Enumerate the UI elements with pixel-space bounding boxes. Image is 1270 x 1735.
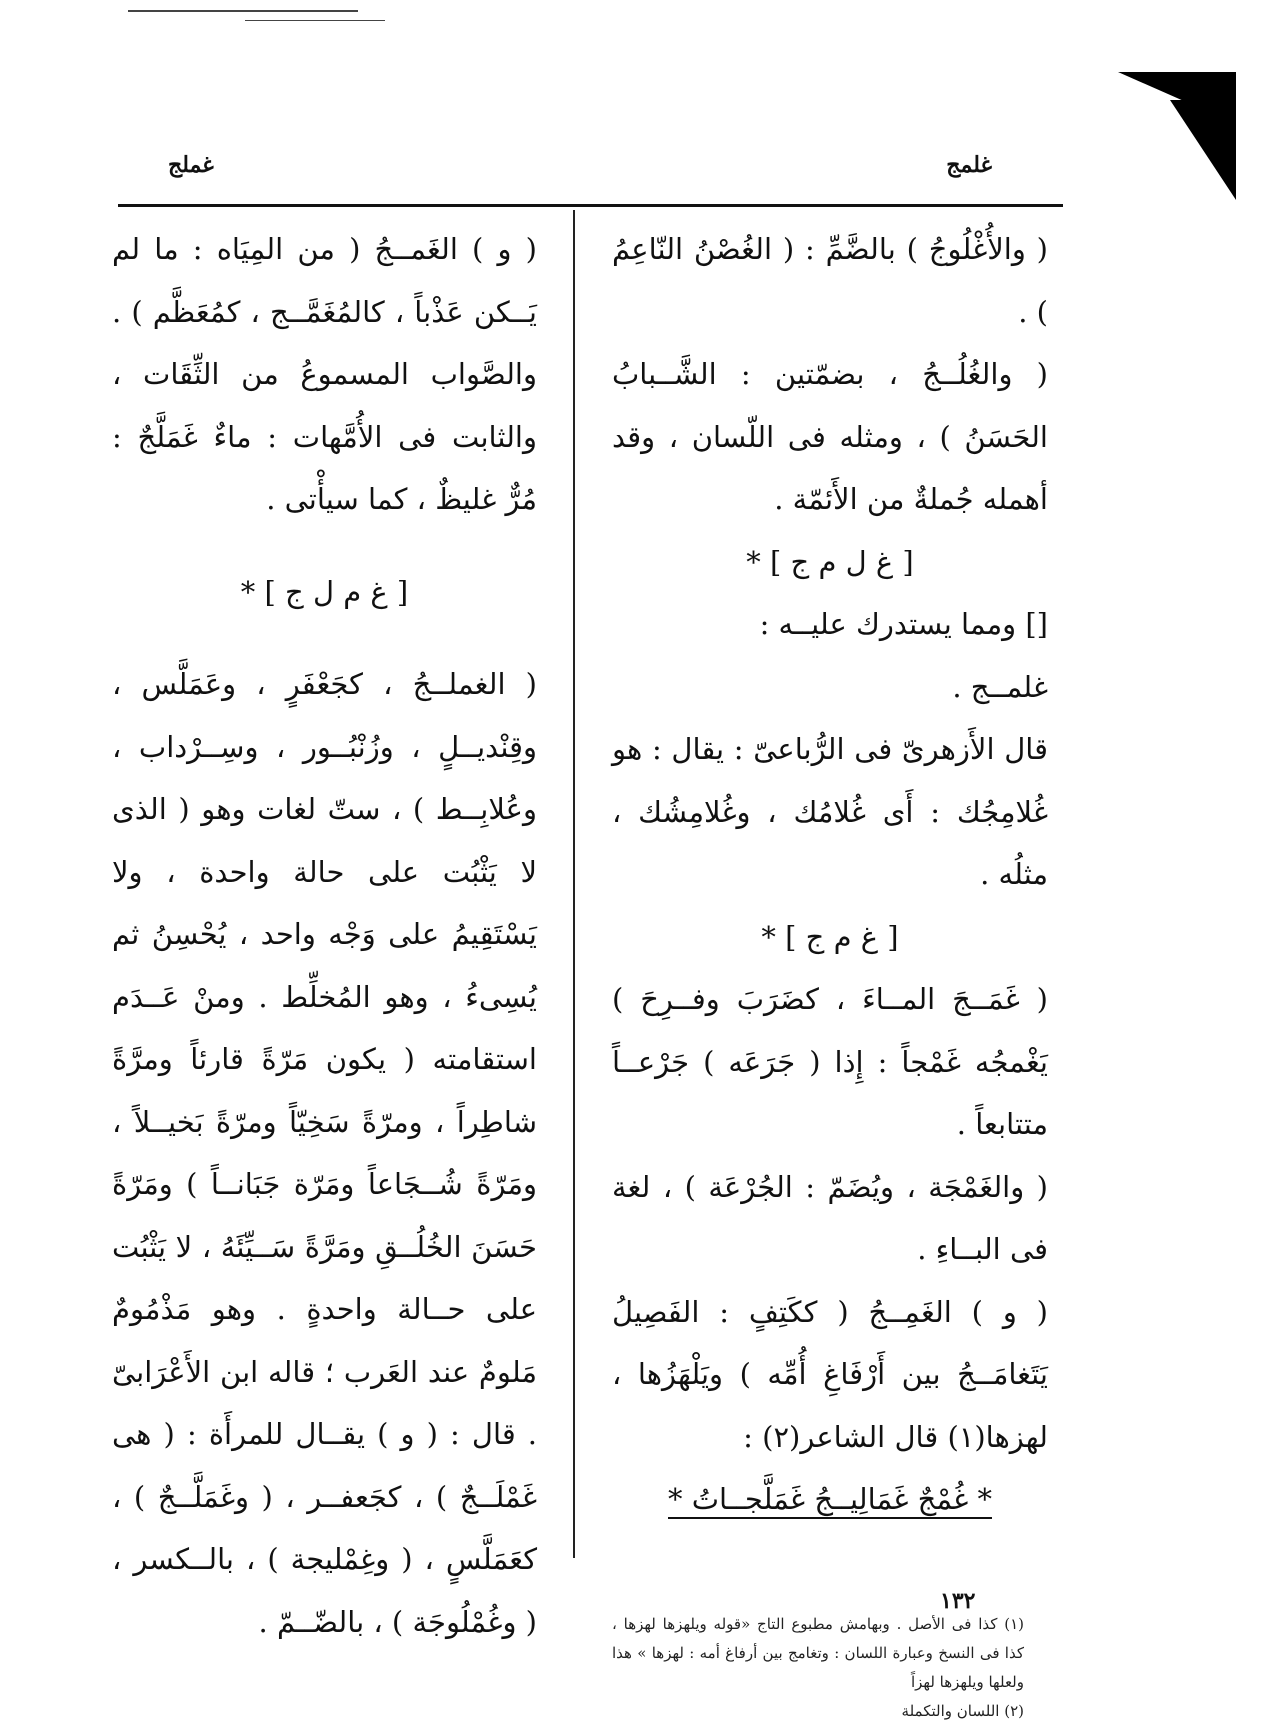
scan-artifact-line (128, 10, 358, 12)
right-column (612, 218, 1048, 1531)
entry-paragraph: ( والغَمْجَة ، ويُضَمّ : الجُرْعَة ) ، لغة فى البــاءِ . (612, 1169, 1048, 1266)
entry-paragraph: ( و ) الغَمِــجُ ( ككَتِفٍ : الفَصِيلُ يَتَغامَــجُ بين أَرْفَاغِ أُمِّه ) ويَلْهَزُها ، لهزها(١) قال الشاعر(٢) : (612, 1294, 1048, 1454)
entry-paragraph: ( والأُغْلُوجُ ) بالضَّمِّ : ( الغُصْنُ النّاعِمُ ) . (612, 232, 1048, 329)
entry-paragraph: ( والغُلُــجُ ، بضمّتين : الشَّــبابُ الحَسَنُ ) ، ومثله فى اللّسان ، وقد أهمله جُملةٌ من الأَئمّة . (612, 357, 1048, 516)
root-heading: [ غ م ل ج ] * (240, 574, 409, 609)
footnotes (612, 1610, 1024, 1726)
scan-artifact-line (245, 20, 385, 21)
footnote: (٢) اللسان والتكملة (901, 1702, 1024, 1720)
header-rule (118, 204, 1063, 207)
left-column (112, 218, 537, 1653)
entry-paragraph: [] ومما يستدرك عليــه : (759, 607, 1048, 641)
running-header-right: غلمج (946, 152, 992, 178)
page-number: ١٣٢ (940, 1588, 976, 1614)
page-corner-shadow (1170, 100, 1236, 200)
entry-paragraph: ( غَمَــجَ المــاءَ ، كضَرَبَ وفــرِحَ ) يَغْمجُه غَمْجاً : إِذا ( جَرَعَه ) جَرْعــاً متتابعاً . (612, 982, 1048, 1141)
root-heading: [ غ ل م ج ] * (746, 544, 914, 579)
poetry-verse: * غُمْجٌ غَمَالِيــجُ غَمَلَّجــاتُ * (668, 1482, 992, 1516)
root-heading: [ غ م ج ] * (761, 919, 899, 954)
entry-paragraph: قال الأَزهرىّ فى الرُّباعىّ : يقال : هو غُلامِجُك : أَى غُلامُك ، وغُلامِشُك ، مثلُه . (612, 732, 1048, 891)
column-divider (573, 210, 575, 1558)
running-header-left: غملج (168, 152, 214, 178)
entry-paragraph: ( الغملــجُ ، كجَعْفَرٍ ، وعَمَلَّس ، وقِنْديــلٍ ، وزُنْبُــور ، وسِــرْداب ، وعُلابِــط ) ، ستّ لغات وهو ( الذى لا يَثْبُت على حالة واحدة ، ولا يَسْتَقِيمُ على وَجْه واحد ، يُحْسِنُ ثم يُسِىءُ ، وهو المُخلِّط . ومنْ عَــدَم استقامته ( يكون مَرّةً قارئاً ومرَّةً شاطِراً ، ومرّةً سَخِيّاً ومرّةً بَخيــلاً ، ومَرّةً شُــجَاعاً ومَرّة جَبَانــاً ) ومَرّةً حَسَنَ الخُلُــقِ ومَرَّةً سَــيِّئَهُ ، لا يَثْبُت على حــالة واحدةٍ . وهو مَذْمُومٌ مَلومٌ عند العَرب ؛ قاله ابن الأَعْرَابىّ . قال : ( و ) يقــال للمرأَة : ( هى غَمْلَــجٌ ) ، كجَعفــر ، ( وغَمَلَّــجٌ ) ، كعَمَلَّسٍ ، ( وغِمْليجة ) ، بالــكسر ، ( وغُمْلُوجَة ) ، بالضّــمّ . (112, 667, 537, 1639)
entry-paragraph: غلمــج . (952, 669, 1048, 704)
footnote: (١) كذا فى الأصل . وبهامش مطبوع التاج «قوله ويلهزها لهزها ، كذا فى النسخ وعبارة اللسان : وتغامج بين أرفاغ أمه : لهزها » هذا ولعلها ويلهزها لهزاً (612, 1615, 1024, 1691)
entry-paragraph: ( و ) الغَمــجُ ( من المِيَاه : ما لم يَــكن عَذْباً ، كالمُغَمَّــج ، كمُعَظَّم ) . والصَّواب المسموعُ من الثِّقَات ، والثابت فى الأُمَّهات : ماءٌ غَمَلَّجٌ : مُرٌّ غليظٌ ، كما سيأْتى . (112, 232, 537, 516)
